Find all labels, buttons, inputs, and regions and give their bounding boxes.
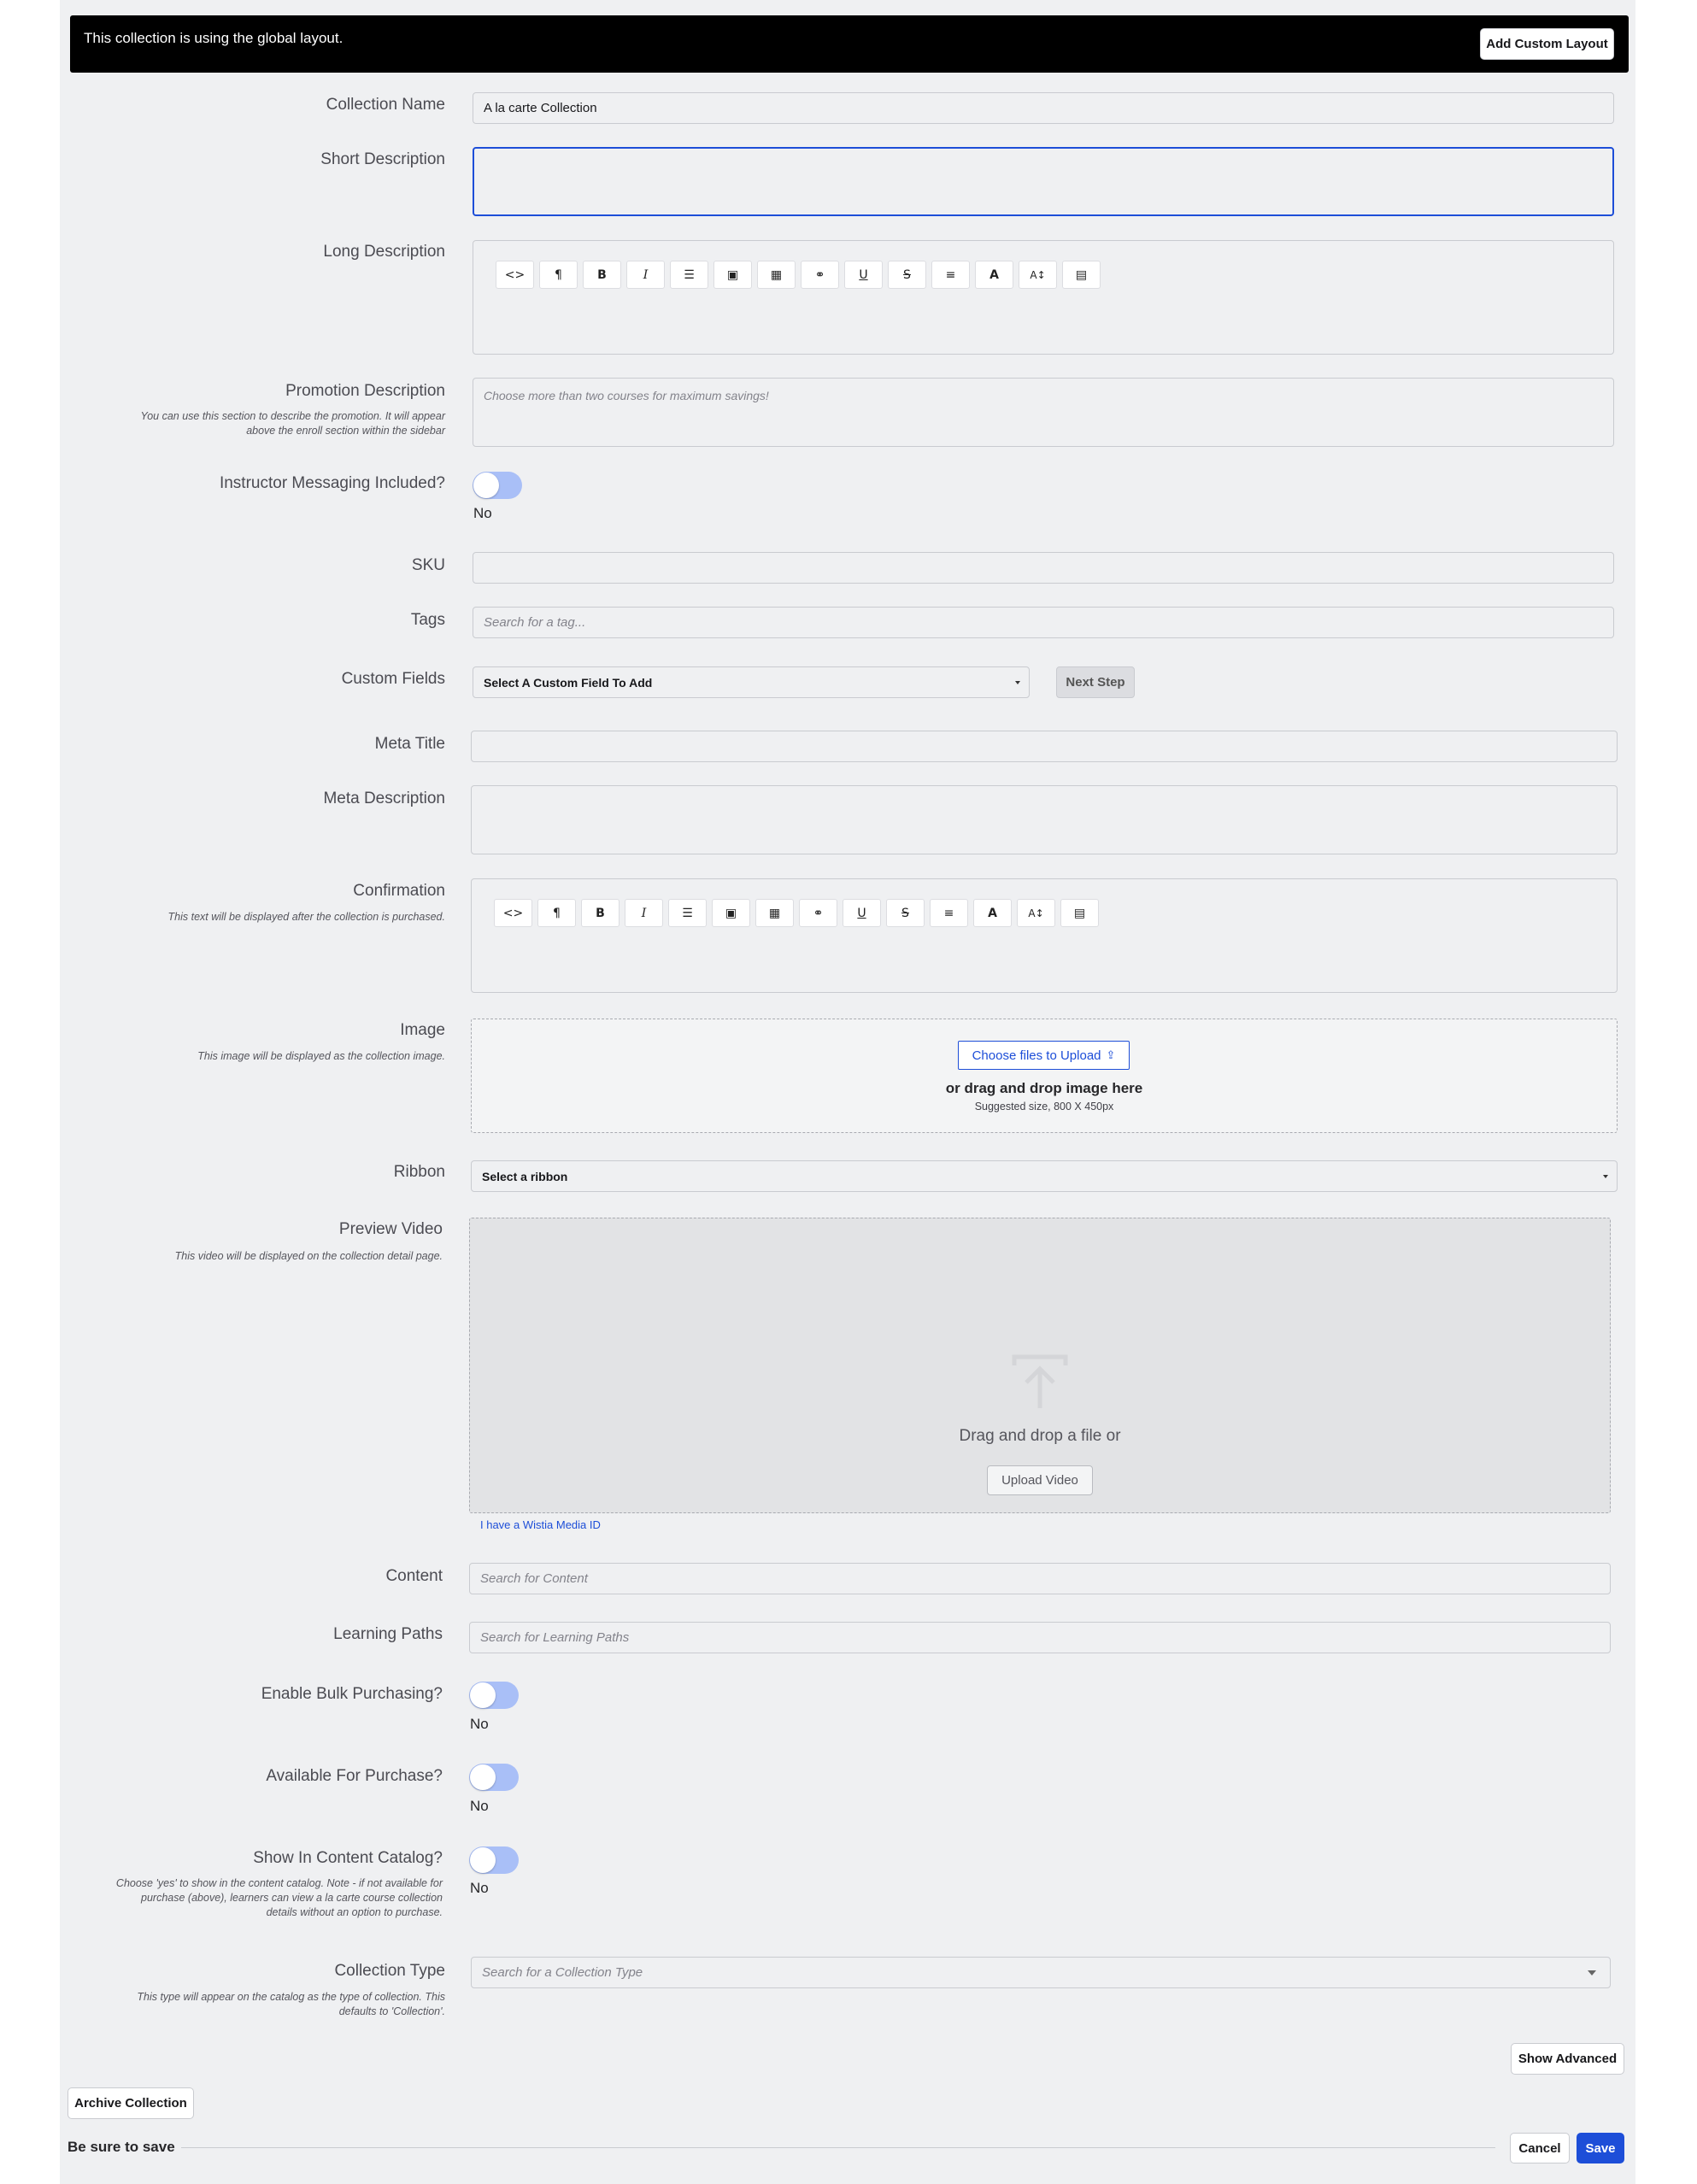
meta-description-textarea[interactable] xyxy=(471,785,1618,854)
promotion-help-line1: You can use this section to describe the promotion. It will appear xyxy=(140,410,445,422)
show-in-catalog-help xyxy=(116,1876,443,1920)
template-icon[interactable]: ▤ xyxy=(1060,899,1099,927)
confirmation-label: Confirmation xyxy=(353,882,445,900)
content-search-input[interactable] xyxy=(469,1563,1611,1594)
instructor-messaging-value: No xyxy=(473,505,492,521)
collection-type-placeholder: Search for a Collection Type xyxy=(482,1965,643,1980)
collection-name-input[interactable]: A la carte Collection xyxy=(473,92,1614,124)
show-in-catalog-help-line2: purchase (above), learners can view a la carte course collection xyxy=(141,1892,443,1904)
preview-video-help: This video will be displayed on the collection detail page. xyxy=(174,1250,443,1262)
collection-type-help xyxy=(137,1990,445,2019)
chevron-down-icon xyxy=(1015,681,1020,684)
paragraph-icon[interactable]: ¶ xyxy=(539,261,578,289)
image-icon[interactable]: ▣ xyxy=(713,261,752,289)
available-for-purchase-toggle[interactable] xyxy=(469,1764,519,1791)
template-icon[interactable]: ▤ xyxy=(1062,261,1101,289)
align-icon[interactable]: ≡ xyxy=(931,261,970,289)
collection-type-help-line1: This type will appear on the catalog as the type of collection. This xyxy=(137,1991,445,2003)
confirmation-toolbar xyxy=(494,899,1099,927)
meta-title-input[interactable] xyxy=(471,731,1618,762)
collection-name-label: Collection Name xyxy=(326,96,445,114)
paragraph-icon[interactable]: ¶ xyxy=(537,899,576,927)
short-description-input[interactable] xyxy=(473,147,1614,216)
tags-label: Tags xyxy=(410,611,445,629)
chevron-down-icon xyxy=(1588,1970,1596,1976)
tags-placeholder: Search for a tag... xyxy=(484,615,586,630)
bold-icon[interactable]: B xyxy=(583,261,621,289)
video-drag-text: Drag and drop a file or xyxy=(959,1427,1121,1445)
italic-icon[interactable]: I xyxy=(625,899,663,927)
instructor-messaging-toggle[interactable] xyxy=(473,472,522,499)
table-icon[interactable]: ▦ xyxy=(755,899,794,927)
show-in-catalog-help-line1: Choose 'yes' to show in the content catalog. Note - if not available for xyxy=(115,1877,443,1889)
content-placeholder: Search for Content xyxy=(480,1571,588,1586)
tags-search-input[interactable] xyxy=(473,607,1614,638)
list-icon[interactable]: ☰ xyxy=(668,899,707,927)
available-for-purchase-label: Available For Purchase? xyxy=(266,1767,443,1785)
collection-type-search-input[interactable] xyxy=(471,1957,1611,1988)
choose-files-label: Choose files to Upload xyxy=(972,1048,1101,1063)
underline-icon[interactable]: U xyxy=(844,261,883,289)
custom-field-select[interactable] xyxy=(473,666,1030,698)
link-icon[interactable]: ⚭ xyxy=(801,261,839,289)
italic-icon[interactable]: I xyxy=(626,261,665,289)
link-icon[interactable]: ⚭ xyxy=(799,899,837,927)
bulk-purchasing-toggle[interactable] xyxy=(469,1682,519,1709)
sku-label: SKU xyxy=(411,556,445,574)
custom-fields-label: Custom Fields xyxy=(341,670,445,688)
promotion-description-placeholder: Choose more than two courses for maximum savings! xyxy=(484,389,769,402)
code-icon[interactable]: <> xyxy=(494,899,532,927)
chevron-down-icon xyxy=(1603,1175,1608,1178)
promotion-help-line2: above the enroll section within the sidebar xyxy=(246,425,445,437)
learning-paths-placeholder: Search for Learning Paths xyxy=(480,1630,630,1645)
align-icon[interactable]: ≡ xyxy=(930,899,968,927)
content-label: Content xyxy=(385,1567,443,1585)
show-in-catalog-value: No xyxy=(470,1880,489,1896)
image-icon[interactable]: ▣ xyxy=(712,899,750,927)
custom-field-selected: Select A Custom Field To Add xyxy=(484,675,653,690)
underline-icon[interactable]: U xyxy=(843,899,881,927)
strikethrough-icon[interactable]: S xyxy=(886,899,925,927)
choose-files-button[interactable] xyxy=(958,1041,1130,1070)
learning-paths-label: Learning Paths xyxy=(333,1625,443,1643)
bold-icon[interactable]: B xyxy=(581,899,619,927)
image-help: This image will be displayed as the collection image. xyxy=(197,1050,445,1062)
footer-divider xyxy=(181,2147,1495,2148)
promotion-description-label: Promotion Description xyxy=(285,382,445,400)
add-custom-layout-button[interactable]: Add Custom Layout xyxy=(1480,28,1614,60)
table-icon[interactable]: ▦ xyxy=(757,261,796,289)
archive-collection-button[interactable]: Archive Collection xyxy=(68,2087,194,2119)
image-label: Image xyxy=(400,1021,445,1039)
meta-title-label: Meta Title xyxy=(374,735,445,753)
image-drag-text: or drag and drop image here xyxy=(945,1080,1143,1096)
save-button[interactable]: Save xyxy=(1577,2133,1624,2163)
promotion-description-textarea[interactable] xyxy=(473,378,1614,447)
strikethrough-icon[interactable]: S xyxy=(888,261,926,289)
image-dropzone[interactable] xyxy=(471,1019,1618,1133)
font-size-icon[interactable]: A↕ xyxy=(1019,261,1057,289)
text-color-icon[interactable]: A xyxy=(975,261,1013,289)
show-in-catalog-label: Show In Content Catalog? xyxy=(253,1849,443,1867)
long-description-editor[interactable] xyxy=(473,240,1614,355)
available-for-purchase-value: No xyxy=(470,1798,489,1814)
show-in-catalog-toggle[interactable] xyxy=(469,1846,519,1874)
meta-description-label: Meta Description xyxy=(323,790,445,807)
save-reminder: Be sure to save xyxy=(68,2139,175,2155)
bulk-purchasing-label: Enable Bulk Purchasing? xyxy=(261,1685,443,1703)
collection-type-help-line2: defaults to 'Collection'. xyxy=(338,2005,445,2017)
ribbon-select[interactable] xyxy=(471,1160,1618,1192)
upload-icon: ⇪ xyxy=(1106,1048,1116,1061)
show-advanced-button[interactable]: Show Advanced xyxy=(1511,2043,1624,2075)
code-icon[interactable]: <> xyxy=(496,261,534,289)
sku-input[interactable] xyxy=(473,552,1614,584)
font-size-icon[interactable]: A↕ xyxy=(1017,899,1055,927)
learning-paths-search-input[interactable] xyxy=(469,1622,1611,1653)
ribbon-label: Ribbon xyxy=(393,1163,445,1181)
image-size-hint: Suggested size, 800 X 450px xyxy=(974,1101,1114,1113)
list-icon[interactable]: ☰ xyxy=(670,261,708,289)
upload-video-button[interactable]: Upload Video xyxy=(987,1465,1093,1495)
confirmation-editor[interactable] xyxy=(471,878,1618,993)
upload-arrow-icon xyxy=(1012,1353,1068,1410)
promotion-description-help xyxy=(141,409,445,438)
layout-banner-text: This collection is using the global layout. xyxy=(84,30,344,46)
confirmation-help: This text will be displayed after the collection is purchased. xyxy=(167,911,445,923)
short-description-label: Short Description xyxy=(320,150,445,168)
collection-type-label: Collection Type xyxy=(334,1962,445,1980)
cancel-button[interactable]: Cancel xyxy=(1510,2133,1570,2163)
long-description-toolbar xyxy=(496,261,1101,289)
bulk-purchasing-value: No xyxy=(470,1716,489,1732)
long-description-label: Long Description xyxy=(323,243,445,261)
show-in-catalog-help-line3: details without an option to purchase. xyxy=(266,1906,443,1918)
preview-video-label: Preview Video xyxy=(338,1220,443,1238)
text-color-icon[interactable]: A xyxy=(973,899,1012,927)
next-step-button[interactable]: Next Step xyxy=(1056,666,1135,698)
wistia-media-id-link[interactable]: I have a Wistia Media ID xyxy=(480,1518,601,1531)
ribbon-selected: Select a ribbon xyxy=(482,1169,568,1183)
instructor-messaging-label: Instructor Messaging Included? xyxy=(219,474,445,492)
